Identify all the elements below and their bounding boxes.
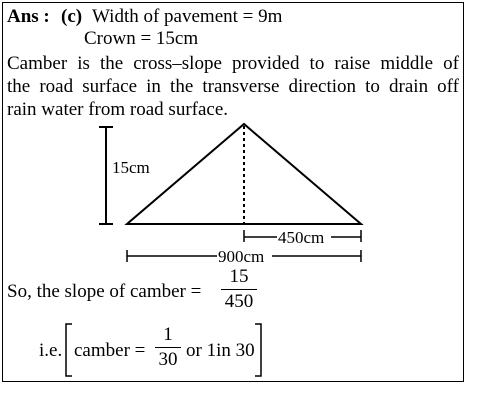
ie-label: i.e. xyxy=(39,340,63,361)
half-width-label: 450cm xyxy=(278,228,325,247)
camber-fraction-bar xyxy=(155,347,181,348)
left-bracket xyxy=(66,324,72,376)
camber-numerator: 1 xyxy=(163,324,173,345)
definition-line-3: rain water from road surface. xyxy=(7,99,229,120)
definition-line-1: Camber is the cross–slope provided to raise middle of xyxy=(7,53,459,74)
camber-fraction xyxy=(155,325,181,370)
option-label: (c) xyxy=(61,6,83,27)
camber-label: camber = xyxy=(74,340,146,361)
definition-line-2: the road surface in the transverse direction to drain off xyxy=(7,76,459,97)
right-bracket xyxy=(255,324,261,376)
slope-fraction xyxy=(221,267,257,312)
answer-label: Ans : xyxy=(7,6,50,27)
slope-numerator: 15 xyxy=(229,266,249,287)
camber-ratio-text: or 1in 30 xyxy=(186,340,255,361)
slope-prefix: So, the slope of camber = xyxy=(7,281,202,302)
slope-denominator: 450 xyxy=(224,291,254,312)
height-label: 15cm xyxy=(112,158,150,177)
crown-text: Crown = 15cm xyxy=(84,28,199,49)
pavement-width-text: Width of pavement = 9m xyxy=(92,6,283,27)
slope-fraction-bar xyxy=(221,289,257,290)
full-width-label: 900cm xyxy=(218,247,265,266)
camber-denominator: 30 xyxy=(158,349,178,370)
